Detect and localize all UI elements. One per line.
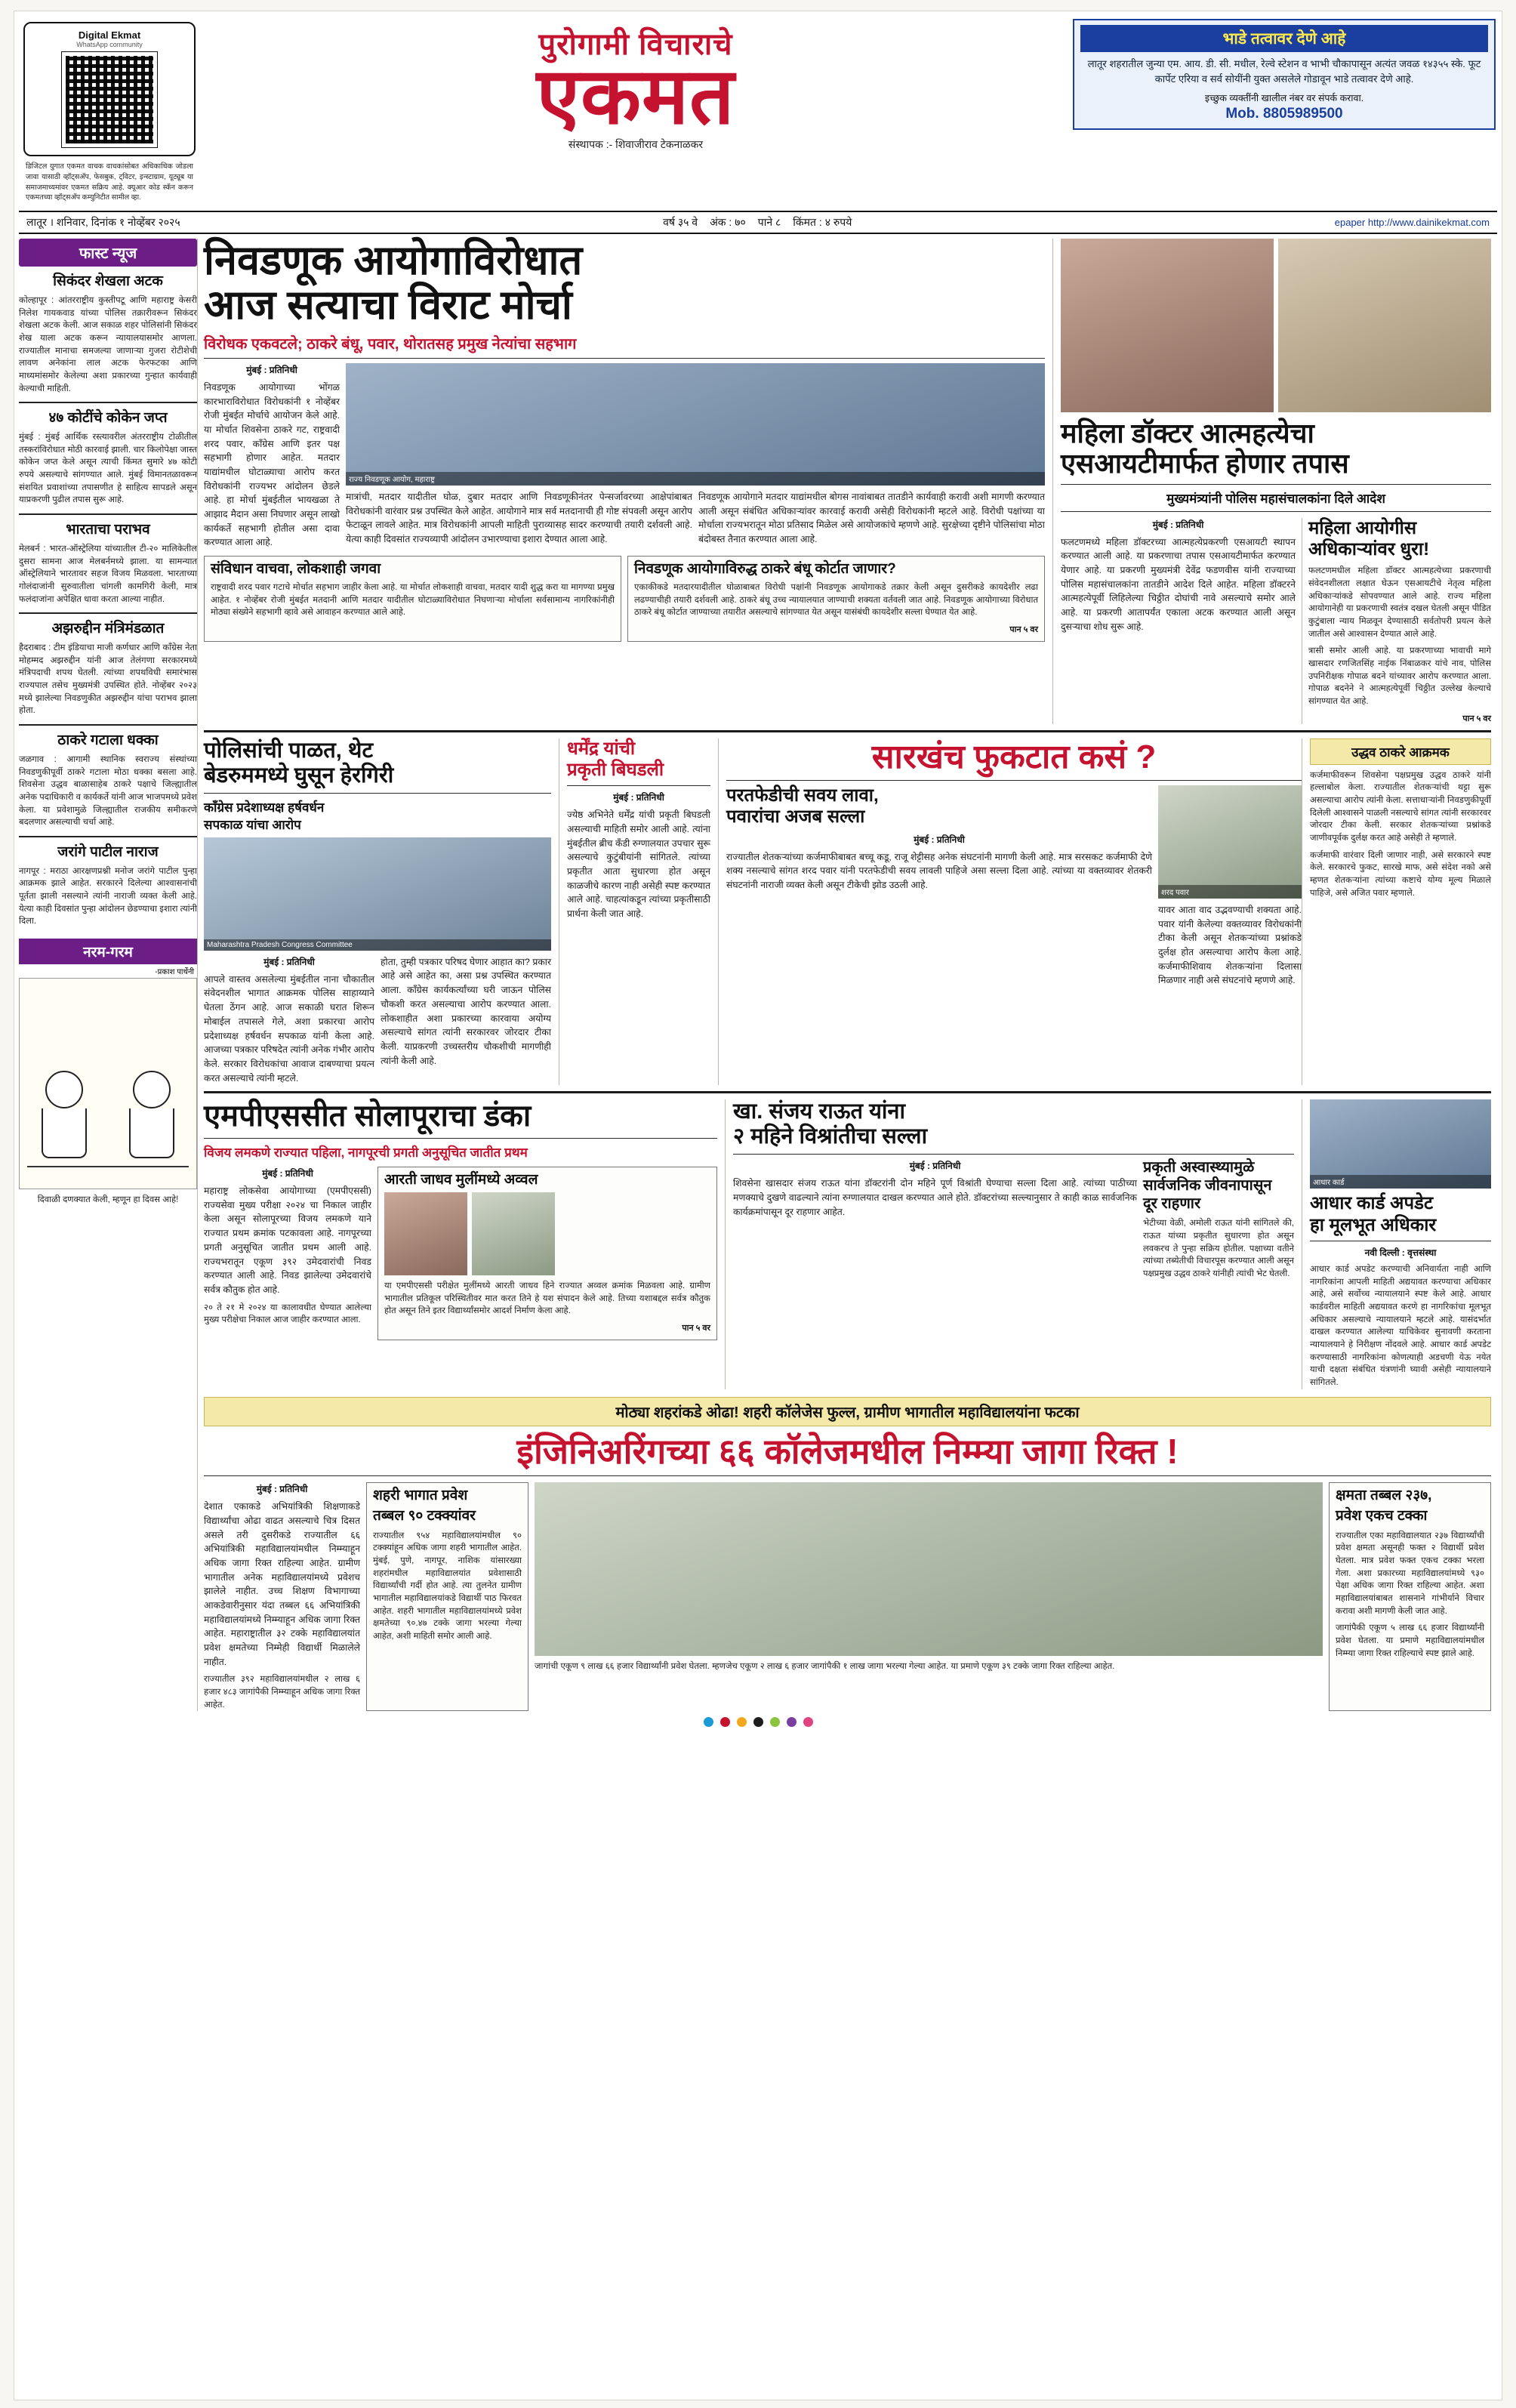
byline: मुंबई : प्रतिनिधी — [256, 1484, 308, 1495]
qr-code-icon[interactable] — [62, 52, 157, 147]
bottom-stat-left: राज्यातील ३९२ महाविद्यालयांमधील २ लाख ६ हजार ४८३ जागांपैकी निम्म्याहून अधिक जागा रिक्त आहेत. — [204, 1675, 360, 1710]
list-item[interactable] — [19, 273, 197, 395]
lead-headline-line1: निवडणूक आयोगाविरोधात — [204, 238, 583, 284]
divider — [19, 836, 197, 837]
box-text-2: त्रासी समोर आली आहे. या प्रकरणाच्या भावाची मागे खासदार रणजितसिंह नाईक निंबाळकर यांचे नाव, पोलिस उपनिरीक्षक गोपाळ बदने यांच्यावर आरोप करण्यात आला. गोपाळ बदनेने ने आत्महत्येपूर्वी चिठ्ठीत उल्लेख केल्याचे सांगण्यात येत आहे. — [1308, 646, 1491, 707]
box-title: संविधान वाचवा, लोकशाही जगवा — [211, 561, 381, 578]
fast-news-headline: सिकंदर शेखला अटक — [53, 273, 163, 290]
raut-headline-line2: २ महिने विश्रांतीचा सल्ला — [733, 1124, 928, 1149]
box-title: निवडणूक आयोगाविरुद्ध ठाकरे बंधू कोर्टात जाणार? — [634, 561, 896, 578]
divider — [19, 513, 197, 515]
fast-news-headline: भारताचा पराभव — [66, 522, 150, 538]
box-title-line1: क्षमता तब्बल २३७, — [1336, 1488, 1432, 1504]
byline: मुंबई : प्रतिनिधी — [909, 1161, 961, 1172]
qr-subtitle: WhatsApp community — [76, 41, 143, 48]
bottom-box-2[interactable] — [1329, 1482, 1491, 1711]
paper-tagline: पुरोगामी विचाराचे — [538, 28, 733, 61]
qr-card[interactable] — [23, 22, 196, 156]
fast-news-headline: जरांगे पाटील नाराज — [57, 843, 159, 860]
sarkhanch-right — [1158, 785, 1302, 988]
doctor-headline-line1: महिला डॉक्टर आत्महत्येचा — [1061, 418, 1314, 449]
continue-link[interactable]: पान ५ वर — [682, 1323, 710, 1333]
lead-headline-line2: आज सत्याचा विराट मोर्चा — [204, 282, 572, 328]
reg-dot — [803, 1717, 813, 1727]
photo-caption: राज्य निवडणूक आयोग, महाराष्ट्र — [346, 472, 1045, 486]
fast-news-headline: ठाकरे गटाला धक्का — [57, 732, 159, 749]
ad-title: भाडे तत्वावर देणे आहे — [1080, 25, 1488, 52]
fast-news-text: नागपूर : मराठा आरक्षणप्रश्नी मनोज जरांगे पाटील पुन्हा आक्रमक झाले आहेत. सरकारने दिलेल्या आश्वासनांची पूर्तता झाली नसल्याने त्यांनी नाराजी व्यक्त केली आहे. येत्या काही दिवसांत पुन्हा आंदोलन छेडण्याचा इशारा त्यांनी दिला. — [19, 866, 197, 927]
top-section — [204, 239, 1491, 724]
mpsc-story[interactable] — [204, 1099, 725, 1389]
police-text-col2: होता, तुम्ही पत्रकार परिषद घेणार आहात का? प्रकार आहे असे आहेत का, असा प्रश्न उपस्थित करण्यात आला. काँग्रेस कार्यकर्त्यांच्या घरी जाऊन पोलिस चौकशी करत असल्याचा आरोप करण्यात आला. लोकशाहीत अशा प्रकारच्या कारवाया अयोग्य असल्याचे सांगत त्यांनी सरकारवर जोरदार टीका केली. याप्रकरणी उच्चस्तरीय चौकशीची मागणीही त्यांनी केली आहे. — [381, 956, 551, 1066]
portrait-photo[interactable] — [472, 1192, 555, 1275]
box-text: एकाकीकडे मतदारयादीतील घोळाबाबत विरोधी पक्षांनी निवडणूक आयोगाकडे तक्रार केली असून दुसरीकडे कायदेशीर लढा लढण्याचीही तयारी दर्शवली आहे. ठाकरे बंधू उच्च न्यायालयात जाण्याची शक्यता वर्तवली जात आहे. निवडणूक आयोगाच्या विरोधात ठाकरे बंधू कोर्टात जाण्याच्या तयारीत असल्याचे सांगण्यात येत असून यासंबंधी कायदेशीर सल्ला घेण्यात येत आहे. — [634, 582, 1038, 618]
list-item[interactable] — [19, 522, 197, 606]
box-title-line2: तब्बल ९० टक्क्यांवर — [373, 1507, 476, 1524]
issue-infobar — [19, 211, 1497, 234]
mpsc-headline: एमपीएससीत सोलापूराचा डंका — [204, 1099, 532, 1133]
photo-caption: आधार कार्ड — [1310, 1175, 1491, 1189]
ad-mobile-number[interactable]: Mob. 8805989500 — [1225, 105, 1343, 122]
mpsc-stat-text: २० ते २१ मे २०२४ या कालावधीत घेण्यात आलेल्या मुख्य परीक्षेचा निकाल आज जाहीर करण्यात आला. — [204, 1303, 371, 1325]
ad-body: लातूर शहरातील जुन्या एम. आय. डी. सी. मधील, रेल्वे स्टेशन व भाभी चौकापासून अत्यंत जवळ १४३५५ स्के. फूट कार्पेट एरिया व सर्व सोयींनी युक्त असलेले गोडावून भाडे तत्वावर देणे आहे. — [1087, 58, 1481, 85]
byline: नवी दिल्ली : वृत्तसंस्था — [1364, 1247, 1437, 1258]
continue-link[interactable]: पान ५ वर — [1462, 714, 1491, 723]
box-title-line2: अधिकाऱ्यांवर धुरा! — [1308, 539, 1430, 560]
mpsc-text: मुंबई : प्रतिनिधी महाराष्ट्र लोकसेवा आयोगाच्या (एमपीएससी) राज्यसेवा मुख्य परीक्षा २०२४ चा निकाल जाहीर केला असून सोलापूरच्या विजय लमकणे याने राज्यात प्रथम क्रमांक पटकावला आहे. नागपूरच्या प्रगती अनुसूचित जातीत प्रथम आली आहे. राज्यभरातून एकूण ३९२ उमेदवारांची निवड करण्यात आली आहे. निवड झालेल्या उमेदवारांचे सर्वत्र कौतुक होत आहे. २० ते २१ मे २०२४ या कालावधीत घेण्यात आलेल्या मुख्य परीक्षेचा निकाल आज जाहीर करण्यात आला. — [204, 1167, 377, 1340]
newspaper-page — [14, 11, 1502, 2400]
bottom-stat-mid: जागांची एकूण ९ लाख ६६ हजार विद्यार्थ्यांनी प्रवेश घेतला. म्हणजेच एकूण २ लाख ६ हजार जागांपैकी १ लाख जागा भरल्या गेल्या आहेत. या प्रमाणे एकूण ३९ टक्के जागा रिक्त राहिल्या आहेत. — [535, 1662, 1115, 1672]
news-photo[interactable] — [1158, 785, 1302, 899]
doctor-story[interactable] — [1053, 239, 1491, 724]
sarkhanch-headline: सारखंच फुकटात कसं ? — [871, 738, 1157, 775]
lead-story[interactable] — [204, 239, 1052, 724]
paper-name: एकमत — [536, 53, 735, 140]
byline: मुंबई : प्रतिनिधी — [263, 956, 315, 967]
box-title-line1: महिला आयोगीस — [1308, 517, 1417, 538]
raut-text: मुंबई : प्रतिनिधी शिवसेना खासदार संजय राऊत यांना डॉक्टरांनी दोन महिने पूर्ण विश्रांती घेण्याचा सल्ला दिला आहे. त्यांच्या पाठीच्या मणक्याचे दुखणे वाढल्याने त्यांना रुग्णालयात दाखल करण्यात आले होते. डॉक्टरांच्या सल्ल्यानुसार ते काही काळ सार्वजनिक कार्यक्रमांपासून दूर राहणार आहेत. — [733, 1161, 1137, 1217]
sarkhanch-text-col1: राज्यातील शेतकऱ्यांच्या कर्जमाफीबाबत बच्चू कडू, राजू शेट्टीसह अनेक संघटनांनी मागणी केली आहे. मात्र सरसकट कर्जमाफी देणे शक्य नसल्याचे सांगत शरद पवार यांनी परतफेडीची सवय लावली पाहिजे असा सल्ला दिला आहे. त्यांच्या या वक्तव्यावर शेतकरी संघटनांनी नाराजी व्यक्त केली असून टीकेची झोड उठली आहे. — [726, 851, 1152, 890]
color-registration-dots — [19, 1711, 1497, 1728]
women-officer-box[interactable] — [1302, 518, 1491, 724]
uddhav-text: कर्जमाफीवरून शिवसेना पक्षप्रमुख उद्धव ठाकरे यांनी हल्लाबोल केला. राज्यातील शेतकऱ्यांची थट्टा सुरू असल्याचा आरोप त्यांनी केला. सत्ताधाऱ्यांनी निवडणुकीपूर्वी दिलेली आश्वासने पाळली नसल्याचे सांगत त्यांनी सरकारवर जोरदार टीका केली. सरकार शेतकऱ्यांच्या प्रश्नांकडे जाणीवपूर्वक दुर्लक्ष करत आहे असेही ते म्हणाले. — [1310, 770, 1491, 843]
police-text-col1: मुंबई : प्रतिनिधी आपले वास्तव असलेल्या मुंबईतील नाना चौकातील संवेदनशील भागात आक्रमक पोलिस साहाय्याने घेतला ठेंगन आहे. आज सकाळी घरात शिरून मोबाईल तपासले गेले, अशा प्रकारचा आरोप प्रदेशाध्यक्ष हर्षवर्धन सपकाळ यांनी केला आहे. आजच्या पत्रकार परिषदेत त्यांनी अनेक गंभीर आरोप केले. सरकार विरोधकांचा आवाज दाबण्याचा प्रयत्न करत असल्याचे त्यांनी म्हटले. — [204, 956, 374, 1084]
news-photo[interactable] — [535, 1482, 1323, 1656]
lead-text-col2: मात्रांची, मतदार यादीतील घोळ, दुबार मतदार आणि निवडणूकीनंतर पेन्सर्जावरच्या आक्षेपांबाबत विरोधकांनी वारंवार प्रश्न उपस्थित केले आहेत. आयोगाने मात्र सर्व मतदानाची ही गोष्ट संपवली असून आरोप फेटाळून लावले आहेत. मात्र विरोधकांनी आपली माहिती पुराव्यासह सादर करण्याची तयारी दर्शवली आहे. येत्या काही दिवसांत राज्यव्यापी आंदोलन उभारण्याचा इशारा देण्यात आला आहे. — [346, 491, 692, 544]
doctor-headline-line2: एसआयटीमार्फत होणार तपास — [1061, 448, 1349, 479]
reg-dot — [787, 1717, 797, 1727]
news-photo[interactable] — [1061, 239, 1274, 412]
byline: मुंबई : प्रतिनिधी — [914, 834, 965, 845]
epaper-link[interactable]: epaper http://www.dainikekmat.com — [1334, 217, 1490, 229]
issue-year: वर्ष ३५ वे — [663, 216, 698, 229]
box-text: राज्यातील एका महाविद्यालयात २३७ विद्यार्थ्यांची प्रवेश क्षमता असूनही फक्त २ विद्यार्थी प्रवेश घेतला. मात्र प्रवेश फक्त एकच टक्का भरला गेला. अशा प्रकारच्या महाविद्यालयांमध्ये ९३० पेक्षा अधिक जागा रिक्त राहिल्या आहेत. अशा महाविद्यालयांबाबत शासनाने गांभीर्याने विचार करावा अशी मागणी केली जात आहे. — [1336, 1531, 1484, 1616]
cartoon-artist: -प्रकाश पार्थेनी — [155, 968, 194, 977]
lead-text-col1: मुंबई : प्रतिनिधी निवडणूक आयोगाच्या भोंगळ कारभाराविरोधात विरोधकांनी १ नोव्हेंबर रोजी मुंबईत मोर्चाचे आयोजन केले आहे. या मोर्चात शिवसेना ठाकरे गट, राष्ट्रवादी शरद पवार, काँग्रेस आणि इतर पक्ष सहभागी होणार आहेत. मतदार याद्यांमधील घोटाळ्याचा आरोप करत विरोधकांनी राज्यभर आंदोलन छेडले आहे. हा मोर्चा मुंबईतील भायखळा ते आझाद मैदान असा निघणार असून लाखो कार्यकर्ते सहभागी होतील असा दावा करण्यात आला आहे. — [204, 364, 340, 548]
fast-news-tab[interactable]: फास्ट न्यूज — [19, 239, 197, 267]
cartoon-image — [19, 978, 197, 1189]
divider — [19, 724, 197, 726]
police-story[interactable] — [204, 738, 559, 1086]
fast-news-text: जळगाव : आगामी स्थानिक स्वराज्य संस्थांच्या निवडणुकीपूर्वी ठाकरे गटाला मोठा धक्का बसला आहे. शिवसेना उद्धव बाळासाहेब ठाकरे पक्षाचे जिल्ह्यातील अनेक पदाधिकारी व कार्यकर्ते यांनी आज भाजपमध्ये प्रवेश केला. या प्रवेशामुळे जिल्ह्यातील राजकीय समीकरणे बदलणार असल्याची चर्चा आहे. — [19, 754, 197, 828]
uddhav-text-2: कर्जमाफी वारंवार दिली जाणार नाही, असे सरकारने स्पष्ट केले. सरकारचे फुकट, सारखे माफ, असे संदेश नको असे म्हणत शेतकऱ्यांना त्यांच्या कष्टाचे योग्य मूल्य मिळाले पाहिजे, असे अजित पवार म्हणाले. — [1310, 850, 1491, 898]
qr-note: डिजिटल युगात एकमत वाचक वाचकांसोबत अधिकाधिक जोडला जावा यासाठी व्हॉट्सअ‍ॅप, फेसबुक, ट्विटर, इन्स्टाग्राम, यूट्यूब या समाजमाध्यमांवर एकमत सक्रिय आहे. क्यूआर कोड स्कॅन करून एकमतच्या व्हॉट्सअ‍ॅप कम्युनिटीत सामील व्हा. — [26, 162, 193, 202]
divider — [19, 612, 197, 614]
masthead — [19, 16, 1497, 206]
reg-dot — [704, 1717, 713, 1727]
sarkhanch-left — [726, 785, 1158, 988]
qr-block — [20, 19, 199, 206]
box-title-line2: प्रवेश एकच टक्का — [1336, 1507, 1428, 1524]
raut-story[interactable] — [726, 1099, 1302, 1389]
qr-title: Digital Ekmat — [78, 29, 141, 41]
police-headline-line2: बेडरुममध्ये घुसून हेरगिरी — [204, 763, 394, 788]
page-grid — [19, 239, 1497, 1711]
middle-section — [204, 738, 1491, 1086]
mpsc-subhead: विजय लमकणे राज्यात पहिला, नागपूरची प्रगती अनुसूचित जातीत प्रथम — [204, 1145, 528, 1161]
sarkhanch-box-title-line1: परतफेडीची सवय लावा, — [726, 785, 879, 806]
news-photo[interactable] — [204, 837, 551, 951]
list-item[interactable] — [19, 732, 197, 829]
raut-headline-line1: खा. संजय राऊत यांना — [733, 1099, 906, 1124]
box-text: राष्ट्रवादी शरद पवार गटाचे मोर्चात सहभाग जाहीर केला आहे. या मोर्चात लोकशाही वाचवा, मतदार यादी शुद्ध करा या मागण्या प्रमुख आहेत. १ नोव्हेंबर रोजी मुंबईत मतदानी आणि मतदार यादीतील घोटाळ्याविरोधात निघणाऱ्या मोर्चाला सर्वसामान्य नागरिकांनीही मोठ्या संख्येने सहभागी व्हावे असे आवाहन करण्यात आले आहे. — [211, 582, 615, 618]
reg-dot — [737, 1717, 747, 1727]
divider — [19, 402, 197, 403]
dharmendra-headline-line1: धर्मेंद्र यांची — [567, 738, 636, 759]
raut-box-title-line3: दूर राहणार — [1143, 1195, 1201, 1212]
bottom-photo-column — [535, 1482, 1323, 1711]
reg-dot — [753, 1717, 763, 1727]
raut-box-text: भेटीच्या वेळी, अमोली राऊत यांनी सांगितले की, राऊत यांच्या प्रकृतीत सुधारणा होत असून लवकरच ते पुन्हा सक्रिय होतील. पक्षाच्या वतीने त्यांच्या तब्येतीची विचारपूस करण्यात आली असून पक्षप्रमुख उद्धव ठाकरे यांनीही त्यांची भेट घेतली. — [1143, 1219, 1294, 1278]
box-text: फलटणमधील महिला डॉक्टर आत्महत्येच्या प्रकरणाची संवेदनशीलता लक्षात घेऊन एसआयटीचे नेतृत्व महिला अधिकाऱ्यांकडे सोपवण्यात आले आहे. राज्य महिला आयोगानेही या प्रकरणाची स्वतंत्र दखल घेतली असून पीडित कुटुंबाला न्याय मिळवून देण्यासाठी सर्वतोपरी प्रयत्न केले जातील असे आश्वासन देण्यात आले आहे. — [1308, 566, 1491, 639]
news-photo[interactable] — [1278, 239, 1491, 412]
cartoon-tab[interactable]: नरम-गरम — [19, 939, 197, 964]
photo-caption: शरद पवार — [1158, 885, 1302, 899]
cartoon-figure-right — [127, 1071, 177, 1161]
cartoon-caption: दिवाळी दणक्यात केली, म्हणून हा दिवस आहे! — [37, 1195, 179, 1205]
doctor-subhead: मुख्यमंत्र्यांनी पोलिस महासंचालकांना दिले आदेश — [1166, 491, 1385, 506]
issue-number: अंक : ७० — [710, 216, 746, 229]
fast-news-text: मुंबई : मुंबई आर्थिक रस्त्यावरील अंतरराष्ट्रीय टोळीतील तस्करांविरोधात मोठी कारवाई झाली. चार किलोपेक्षा जास्त कोकेन जप्त केले असून त्याची किंमत सुमारे ४७ कोटी रुपये असल्याचे सांगण्यात आले. मुंबई विमानतळावरून संशयित प्रवाशांच्या तपासणीत हे साहित्य सापडले असून याप्रकरणी पुढील तपास सुरू आहे. — [19, 433, 197, 505]
lead-text-col3: निवडणूक आयोगाने मतदार याद्यांमधील बोगस नावांबाबत तातडीने कार्यवाही करावी अशी मागणी करण्यात आली असून संबंधित अधिकाऱ्यांवर कारवाई करावी असेही विरोधकांनी म्हटले आहे. विरोधी पक्षांच्या या मोर्चाला राज्यभरातून मोठा प्रतिसाद मिळेल असे आयोजकांचे म्हणणे आहे. सुरक्षेच्या दृष्टीने पोलिसांचा मोठा बंदोबस्त तैनात करण्यात आला आहे. — [698, 491, 1045, 544]
left-rail — [19, 239, 197, 1711]
lead-photo-strip — [346, 363, 1045, 550]
news-photo[interactable] — [1310, 1099, 1491, 1189]
aarti-box[interactable] — [377, 1167, 717, 1340]
sarkhanch-text-col2: यावर आता वाद उद्भवण्याची शक्यता आहे. पवार यांनी केलेल्या वक्तव्यावर विरोधकांनी टीका केली असून शेतकऱ्यांच्या प्रश्नांकडे दुर्लक्ष होत असल्याचा आरोप केला आहे. कर्जमाफीशिवाय शेतकऱ्यांना दिलासा मिळणार नाही असे संघटनांचे म्हणणे आहे. — [1158, 904, 1302, 986]
dharmendra-text: ज्येष्ठ अभिनेते धर्मेंद्र यांची प्रकृती बिघडली असल्याची माहिती समोर आली आहे. त्यांना मुंबईतील ब्रीच कँडी रुग्णालयात उपचार सुरू असल्याचे कुटुंबीयांनी सांगितले. त्यांच्या प्रकृतीत आता सुधारणा होत असून काळजीचे कारण नाही असेही स्पष्ट करण्यात आले आहे. चाहत्यांकडून त्यांच्या प्रकृतीसाठी प्रार्थना केली जात आहे. — [567, 809, 710, 920]
issue-place-date: लातूर । शनिवार, दिनांक १ नोव्हेंबर २०२५ — [26, 216, 180, 229]
reg-dot — [720, 1717, 730, 1727]
sarkhanch-story[interactable] — [719, 738, 1302, 1086]
bottom-text-left: मुंबई : प्रतिनिधी देशात एकाकडे अभियांत्रिकी शिक्षणाकडे विद्यार्थ्यांचा ओढा वाढत असल्याचे चित्र दिसत असले तरी दुसरीकडे राज्यातील ६६ अभियांत्रिकी महाविद्यालयांमधील निम्म्याहून अधिक जागा रिक्त राहिल्या आहेत. ग्रामीण भागातील अनेक महाविद्यालयांमध्ये प्रवेशच झालेले नाहीत. उच्च शिक्षण विभागाच्या आकडेवारीनुसार यंदा तब्बल ६६ अभियांत्रिकी महाविद्यालयांमध्ये निम्म्याहून अधिक जागा रिक्त आहेत. महाराष्ट्रातील ३२ टक्के महाविद्यालयांत प्रवेश क्षमतेच्या निम्मेही विद्यार्थी मिळालेले नाहीत. राज्यातील ३९२ महाविद्यालयांमधील २ लाख ६ हजार ४८३ जागांपैकी निम्म्याहून अधिक जागा रिक्त आहेत. — [204, 1482, 366, 1711]
byline: मुंबई : प्रतिनिधी — [246, 364, 297, 375]
byline: मुंबई : प्रतिनिधी — [1152, 519, 1204, 530]
masthead-title — [199, 19, 1073, 152]
fast-news-text: मेलबर्न : भारत-ऑस्ट्रेलिया यांच्यातील टी-२० मालिकेतील दुसरा सामना आज मेलबर्नमध्ये झाला. या सामन्यात ऑस्ट्रेलियाने भारतावर सहज विजय मिळवला. भारताच्या गोलंदाजांनी सुरुवातीला चांगली कामगिरी केली, मात्र फलंदाजांना अपेक्षित धावा करता आल्या नाहीत. — [19, 544, 197, 604]
police-subhead-line1: काँग्रेस प्रदेशाध्यक्ष हर्षवर्धन — [204, 800, 325, 815]
aadhaar-text: आधार कार्ड अपडेट करण्याची अनिवार्यता नाही आणि नागरिकांना आपली माहिती अद्ययावत करण्याचा अधिकार आहे, असे सर्वोच्च न्यायालयाने स्पष्ट केले आहे. आधार कार्डवरील माहिती अद्ययावत करणे हा नागरिकांचा मूलभूत अधिकार असल्याचे न्यायालयाने म्हटले आहे. यासंदर्भात दाखल करण्यात आलेल्या याचिकेवर सुनावणी करताना न्यायालयाने हे निरीक्षण नोंदवले आहे. आधार कार्ड अपडेट करण्यासाठी नागरिकांना कोणत्याही अडचणी येऊ नयेत याची दक्षता संबंधित यंत्रणांनी घ्यावी असेही न्यायालयाने सांगितले. — [1310, 1264, 1491, 1387]
box-title: आरती जाधव मुलींमध्ये अव्वल — [384, 1172, 538, 1189]
fast-news-headline: अझरुद्दीन मंत्रिमंडळात — [51, 621, 165, 637]
dharmendra-headline-line2: प्रकृती बिघडली — [567, 760, 664, 781]
continue-link[interactable]: पान ५ वर — [1009, 624, 1038, 634]
cartoon-figure-left — [39, 1071, 89, 1161]
sarkhanch-box-title-line2: पवारांचा अजब सल्ला — [726, 806, 865, 828]
news-photo[interactable] — [346, 363, 1045, 486]
portrait-photo[interactable] — [384, 1192, 467, 1275]
list-item[interactable] — [19, 621, 197, 717]
photo-caption: Maharashtra Pradesh Congress Committee — [204, 939, 551, 951]
reg-dot — [770, 1717, 780, 1727]
uddhav-box[interactable] — [1302, 738, 1491, 1086]
fast-news-text: हैदराबाद : टीम इंडियाचा माजी कर्णधार आणि काँग्रेस नेता मोहम्मद अझरुद्दीन यांनी आज तेलंगणा सरकारमध्ये मंत्रिपदाची शपथ घेतली. त्यांच्या शपथविधी समारंभास राज्यपाल तसेच मुख्यमंत्री उपस्थित होते. नोव्हेंबर २०२३ मध्ये झालेल्या निवडणुकीत अझरुद्दीन यांचा पराभव झाला होता. — [19, 643, 197, 716]
bottom-stat-right: जागांपैकी एकूण ५ लाख ६६ हजार विद्यार्थ्यांनी प्रवेश घेतला. या प्रमाणे महाविद्यालयांमधील निम्म्या जागा रिक्त राहिल्याचे स्पष्ट झाले आहे. — [1336, 1623, 1484, 1658]
ad-call-to-action: इच्छुक व्यक्तींनी खालील नंबर वर संपर्क करावा. — [1204, 92, 1364, 103]
box-title-line1: शहरी भागात प्रवेश — [373, 1488, 468, 1504]
raut-box[interactable] — [1143, 1159, 1294, 1280]
constitution-box[interactable] — [204, 556, 621, 642]
highcourt-box[interactable] — [627, 556, 1045, 642]
dharmendra-story[interactable] — [559, 738, 718, 1086]
police-headline-line1: पोलिसांची पाळत, थेट — [204, 738, 374, 763]
fast-news-headline: ४७ कोटींचे कोकेन जप्त — [48, 410, 168, 427]
byline: मुंबई : प्रतिनिधी — [262, 1168, 313, 1179]
aadhaar-headline-line2: हा मूलभूत अधिकार — [1310, 1214, 1437, 1235]
founder-line: संस्थापक :- शिवाजीराव टेकनाळकर — [568, 137, 704, 150]
raut-box-title-line1: प्रकृती अस्वास्थ्यामुळे — [1143, 1159, 1255, 1176]
raut-box-title-line2: सार्वजनिक जीवनापासून — [1143, 1176, 1272, 1194]
doctor-photos — [1061, 239, 1491, 412]
aadhaar-headline-line1: आधार कार्ड अपडेट — [1310, 1193, 1434, 1214]
issue-price: किंमत : ४ रुपये — [793, 216, 852, 229]
aadhaar-story[interactable] — [1302, 1099, 1491, 1389]
engineering-section — [204, 1397, 1491, 1712]
cartoon-ground-line — [27, 1166, 189, 1167]
issue-pages: पाने ८ — [757, 216, 781, 229]
bottom-headline: इंजिनिअरिंगच्या ६६ कॉलेजमधील निम्म्या जागा रिक्त ! — [516, 1431, 1179, 1471]
lower-section — [204, 1099, 1491, 1389]
list-item[interactable] — [19, 844, 197, 928]
cartoon-block — [19, 939, 197, 1207]
top-advertisement[interactable] — [1073, 19, 1496, 130]
doctor-text: मुंबई : प्रतिनिधी फलटणमध्ये महिला डॉक्टरच्या आत्महत्येप्रकरणी एसआयटी स्थापन करण्यात आली आहे. या प्रकरणाचा तपास एसआयटीमार्फत करण्यात येणार आहे. या प्रकरणी मुख्यमंत्री देवेंद्र फडणवीस यांनी राज्याच्या पोलिस महासंचालकांना तातडीने आदेश दिले आहेत. महिला डॉक्टरने आत्महत्येपूर्वी लिहिलेल्या चिठ्ठीत दोघांची नावे असल्याचे समोर आले आहे. या प्रकरणी आतापर्यंत एकाला अटक करण्यात आली असून दुसऱ्याचा शोध सुरू आहे. — [1061, 519, 1296, 632]
box-text: या एमपीएससी परीक्षेत मुलींमध्ये आरती जाधव हिने राज्यात अव्वल क्रमांक मिळवला आहे. ग्रामीण भागातील प्रतिकूल परिस्थितीवर मात करत तिने हे यश संपादन केले आहे. तिच्या यशाबद्दल सर्वत्र कौतुक होत असून तिने इतर विद्यार्थ्यांसमोर आदर्श निर्माण केला आहे. — [384, 1281, 710, 1316]
fast-news-text: कोल्हापूर : आंतरराष्ट्रीय कुस्तीपटू आणि महाराष्ट्र केसरी निलेश गायकवाड यांच्या पोलिस तक्रारीवरून सिकंदर शेखला अटक केली. आज सकाळ शहर पोलिसांनी सिकंदर शेख याला अटक करून न्यायालयासमोर आणला. राज्यातील मानाचा समजल्या जाणाऱ्या गुजरा रोटीशेची लावण अनेकांना लाल अटक फेरफटका आणि माध्यमांसमोर केलेल्या अशा प्रकारच्या गुन्हात कार्यवाही केल्याची माहिती. — [19, 295, 197, 393]
lead-subhead: विरोधक एकवटले; ठाकरे बंधू, पवार, थोरातसह प्रमुख नेत्यांचा सहभाग — [204, 335, 577, 353]
byline: मुंबई : प्रतिनिधी — [613, 792, 664, 803]
bottom-ribbon: मोठ्या शहरांकडे ओढा! शहरी कॉलेजेस फुल्ल, ग्रामीण भागातील महाविद्यालयांना फटका — [204, 1397, 1491, 1426]
uddhav-title: उद्धव ठाकरे आक्रमक — [1310, 738, 1491, 765]
main-column — [198, 239, 1497, 1711]
bottom-box-1[interactable] — [366, 1482, 528, 1711]
police-subhead-line2: सपकाळ यांचा आरोप — [204, 817, 301, 832]
list-item[interactable] — [19, 410, 197, 507]
box-text: राज्यातील ९५४ महाविद्यालयांमधील ९० टक्क्यांहून अधिक जागा शहरी भागातील आहेत. मुंबई, पुणे, नागपूर, नाशिक यांसारख्या शहरांमधील महाविद्यालयांत प्रवेशासाठी विद्यार्थ्यांची गर्दी होत आहे. त्या तुलनेत ग्रामीण भागातील महाविद्यालयांकडे विद्यार्थी पाठ फिरवत आहेत. शहरी भागातील महाविद्यालयांमध्ये प्रवेश क्षमतेच्या ९०.४७ टक्के जागा भरल्या गेल्या आहेत, अशी माहिती समोर आली आहे. — [373, 1531, 522, 1642]
